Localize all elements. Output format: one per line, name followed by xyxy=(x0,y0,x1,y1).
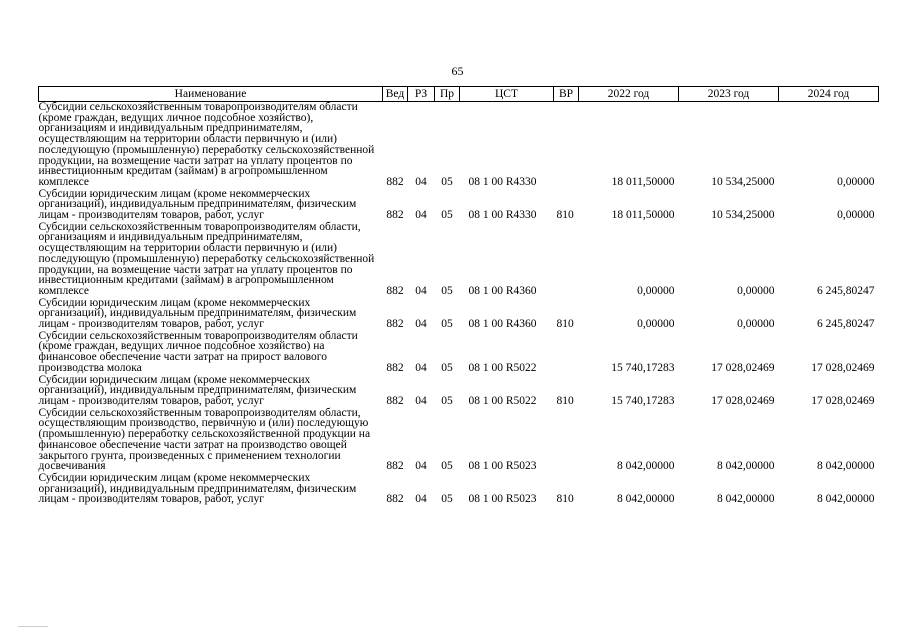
row-ved: 882 xyxy=(386,394,404,407)
row-cst: 08 1 00 R5022 xyxy=(468,394,537,407)
row-rz: 04 xyxy=(415,317,427,330)
row-2022: 0,00000 xyxy=(637,317,675,330)
margin-mark xyxy=(18,626,48,627)
table-header xyxy=(39,87,879,102)
row-cst: 08 1 00 R4360 xyxy=(468,284,537,297)
row-2022: 18 011,50000 xyxy=(611,208,675,221)
row-name: Субсидии юридическим лицам (кроме некоммерческих организаций), индивидуальным предпринимателям, физическим лицам - производителям товаров, работ, услуг xyxy=(38,187,357,222)
budget-table xyxy=(38,86,879,506)
row-rz: 04 xyxy=(415,284,427,297)
table-row xyxy=(39,408,879,473)
table-body xyxy=(39,102,879,507)
row-2022: 8 042,00000 xyxy=(617,493,675,506)
row-cst: 08 1 00 R5022 xyxy=(468,361,537,374)
header-2023: 2023 год xyxy=(679,87,779,102)
row-rz: 04 xyxy=(415,394,427,407)
header-2024: 2024 год xyxy=(779,87,879,102)
row-cst: 08 1 00 R4330 xyxy=(468,175,537,188)
table-row xyxy=(39,222,879,298)
row-name: Субсидии сельскохозяйственным товаропроизводителям области (кроме граждан, ведущих личное подсобное хозяйство) на финансовое обеспечение части затрат на прирост валового производства молока xyxy=(38,329,358,374)
table-row xyxy=(39,102,879,189)
row-rz: 04 xyxy=(415,493,427,506)
row-rz: 04 xyxy=(415,361,427,374)
row-2024: 17 028,02469 xyxy=(811,361,875,374)
row-vr: 810 xyxy=(556,493,574,506)
row-pr: 05 xyxy=(441,317,453,330)
row-vr: 810 xyxy=(556,317,574,330)
table-row xyxy=(39,189,879,222)
row-2023: 17 028,02469 xyxy=(711,361,775,374)
row-pr: 05 xyxy=(441,208,453,221)
row-2023: 17 028,02469 xyxy=(711,394,775,407)
row-ved: 882 xyxy=(386,317,404,330)
table-row xyxy=(39,473,879,506)
row-2024: 8 042,00000 xyxy=(817,493,875,506)
row-vr xyxy=(554,331,579,375)
row-2023: 8 042,00000 xyxy=(717,459,775,472)
row-rz: 04 xyxy=(415,459,427,472)
row-vr xyxy=(554,222,579,298)
row-2022: 0,00000 xyxy=(637,284,675,297)
table-row xyxy=(39,375,879,408)
page-number: 65 xyxy=(451,64,464,78)
row-2022: 15 740,17283 xyxy=(611,394,675,407)
row-2022: 8 042,00000 xyxy=(617,459,675,472)
row-cst: 08 1 00 R5023 xyxy=(468,493,537,506)
row-2024: 17 028,02469 xyxy=(811,394,875,407)
row-2023: 10 534,25000 xyxy=(711,208,775,221)
row-2023: 10 534,25000 xyxy=(711,175,775,188)
row-ved: 882 xyxy=(386,493,404,506)
row-cst: 08 1 00 R5023 xyxy=(468,459,537,472)
row-name: Субсидии юридическим лицам (кроме некоммерческих организаций), индивидуальным предпринимателям, физическим лицам - производителям товаров, работ, услуг xyxy=(38,373,357,407)
row-ved: 882 xyxy=(386,284,404,297)
row-2023: 0,00000 xyxy=(737,317,775,330)
row-name: Субсидии сельскохозяйственным товаропроизводителям области, осуществляющим производство, первичную и (или) последующую (промышленную) переработку сельскохозяйственной продукции на финансовое обеспечение части затрат на производство овощей закрытого грунта, произведенных с применением технологии досвечивания xyxy=(38,406,371,473)
row-name: Субсидии сельскохозяйственным товаропроизводителям области, организациям и индивидуальным предпринимателям, осуществляющим на территории области первичную и (или) последующую (промышленную) переработку сельскохозяйственной продукции, на возмещение части затрат на уплату процентов по инвестиционным кредитами (займам) в агропромышленном комплексе xyxy=(38,220,375,297)
row-2024: 6 245,80247 xyxy=(817,284,875,297)
row-pr: 05 xyxy=(441,361,453,374)
row-ved: 882 xyxy=(386,459,404,472)
row-2023: 8 042,00000 xyxy=(717,493,775,506)
table-row xyxy=(39,331,879,375)
row-pr: 05 xyxy=(441,175,453,188)
row-pr: 05 xyxy=(441,493,453,506)
row-2022: 18 011,50000 xyxy=(611,175,675,188)
row-rz: 04 xyxy=(415,175,427,188)
row-vr: 810 xyxy=(556,208,574,221)
row-2023: 0,00000 xyxy=(737,284,775,297)
row-pr: 05 xyxy=(441,459,453,472)
row-ved: 882 xyxy=(386,361,404,374)
header-ved: Вед xyxy=(383,87,408,102)
row-2024: 0,00000 xyxy=(837,175,875,188)
row-2022: 15 740,17283 xyxy=(611,361,675,374)
table-row xyxy=(39,298,879,331)
row-pr: 05 xyxy=(441,284,453,297)
row-vr: 810 xyxy=(556,394,574,407)
row-name: Субсидии юридическим лицам (кроме некоммерческих организаций), индивидуальным предпринимателям, физическим лицам - производителям товаров, работ, услуг xyxy=(38,296,357,331)
row-name: Субсидии сельскохозяйственным товаропроизводителям области (кроме граждан, ведущих личное подсобное хозяйство), организациям и индивидуальным предпринимателям, осуществляющим на территории области первичную и (или) последующую (промышленную) переработку сельскохозяйственной продукции, на возмещение части затрат на уплату процентов по инвестиционным кредитам (займам) в агропромышленном комплексе xyxy=(38,101,375,188)
row-pr: 05 xyxy=(441,394,453,407)
row-rz: 04 xyxy=(415,208,427,221)
header-vr: ВР xyxy=(554,87,579,102)
row-cst: 08 1 00 R4360 xyxy=(468,317,537,330)
row-2024: 0,00000 xyxy=(837,208,875,221)
row-cst: 08 1 00 R4330 xyxy=(468,208,537,221)
row-ved: 882 xyxy=(386,208,404,221)
header-cst: ЦСТ xyxy=(460,87,554,102)
row-2024: 8 042,00000 xyxy=(817,459,875,472)
row-vr xyxy=(554,102,579,189)
header-2022: 2022 год xyxy=(579,87,679,102)
header-name: Наименование xyxy=(39,87,383,102)
row-name: Субсидии юридическим лицам (кроме некоммерческих организаций), индивидуальным предпринимателям, физическим лицам - производителям товаров, работ, услуг xyxy=(38,471,357,506)
row-vr xyxy=(554,408,579,473)
header-pr: Пр xyxy=(435,87,460,102)
row-2024: 6 245,80247 xyxy=(817,317,875,330)
row-ved: 882 xyxy=(386,175,404,188)
header-rz: РЗ xyxy=(408,87,435,102)
